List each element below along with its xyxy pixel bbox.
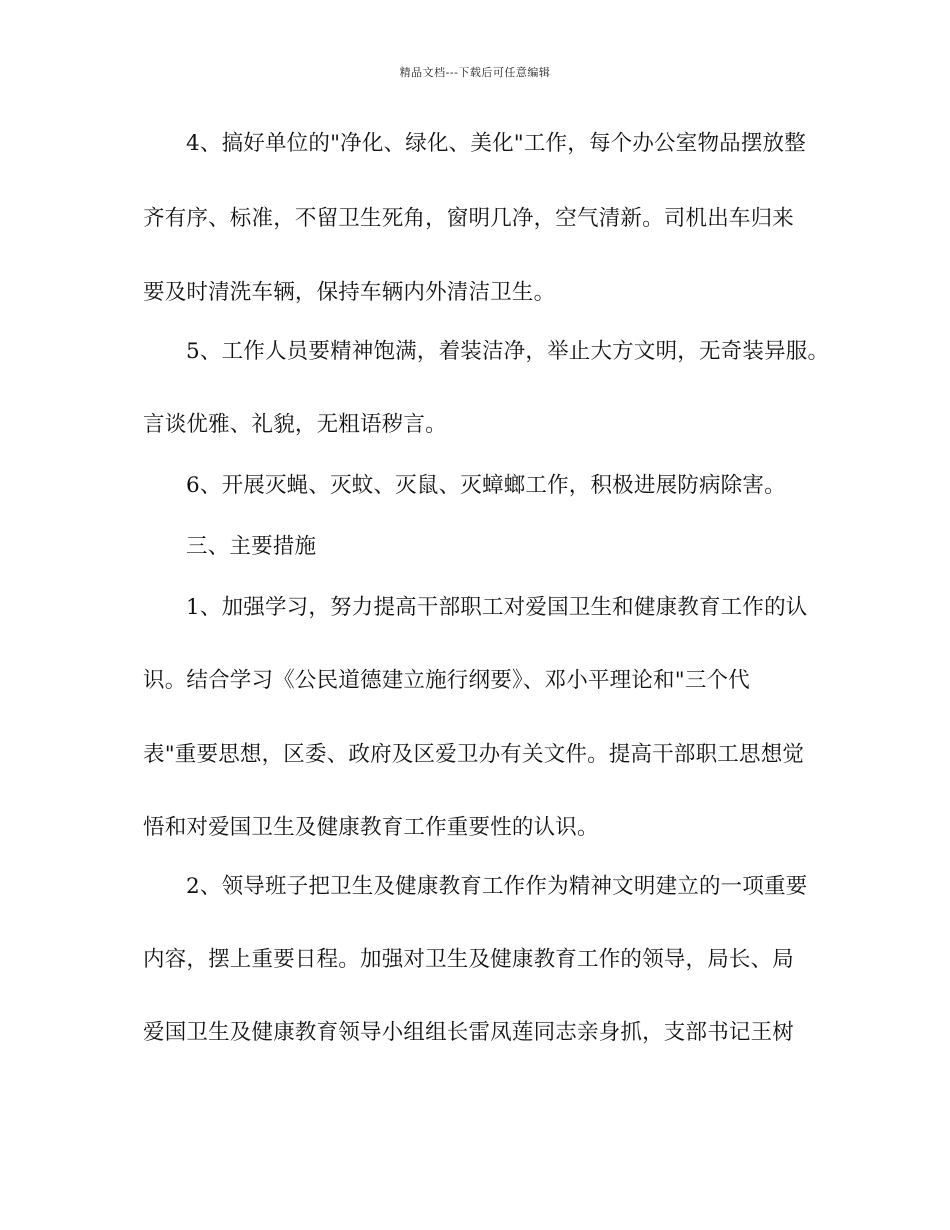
paragraph-line: 要及时清洗车辆，保持车辆内外清洁卫生。 [143,280,556,305]
paragraph-line: 5、工作人员要精神饱满，着装洁净，举止大方文明，无奇装异服。 [186,339,830,364]
paragraph-line: 4、搞好单位的"净化、绿化、美化"工作，每个办公室物品摆放整 [186,131,806,156]
paragraph-line: 爱国卫生及健康教育领导小组组长雷凤莲同志亲身抓，支部书记王树 [143,1020,795,1045]
paragraph-line: 齐有序、标准，不留卫生死角，窗明几净，空气清新。司机出车归来 [143,206,795,231]
paragraph-line: 悟和对爱国卫生及健康教育工作重要性的认识。 [143,815,599,840]
section-heading: 三、主要措施 [186,534,317,559]
paragraph-line: 内容，摆上重要日程。加强对卫生及健康教育工作的领导，局长、局 [143,947,795,972]
paragraph-line: 6、开展灭蝇、灭蚊、灭鼠、灭蟑螂工作，积极进展防病除害。 [186,473,786,498]
paragraph-line: 言谈优雅、礼貌，无粗语秽言。 [143,412,447,437]
paragraph-line: 2、领导班子把卫生及健康教育工作作为精神文明建立的一项重要 [186,874,808,899]
paragraph-line: 1、加强学习，努力提高干部职工对爱国卫生和健康教育工作的认 [186,595,808,620]
paragraph-line: 表"重要思想，区委、政府及区爱卫办有关文件。提高干部职工思想觉 [143,742,805,767]
paragraph-line: 识。结合学习《公民道德建立施行纲要》、邓小平理论和"三个代 [143,668,750,693]
page-header: 精品文档---下载后可任意编辑 [399,66,551,79]
